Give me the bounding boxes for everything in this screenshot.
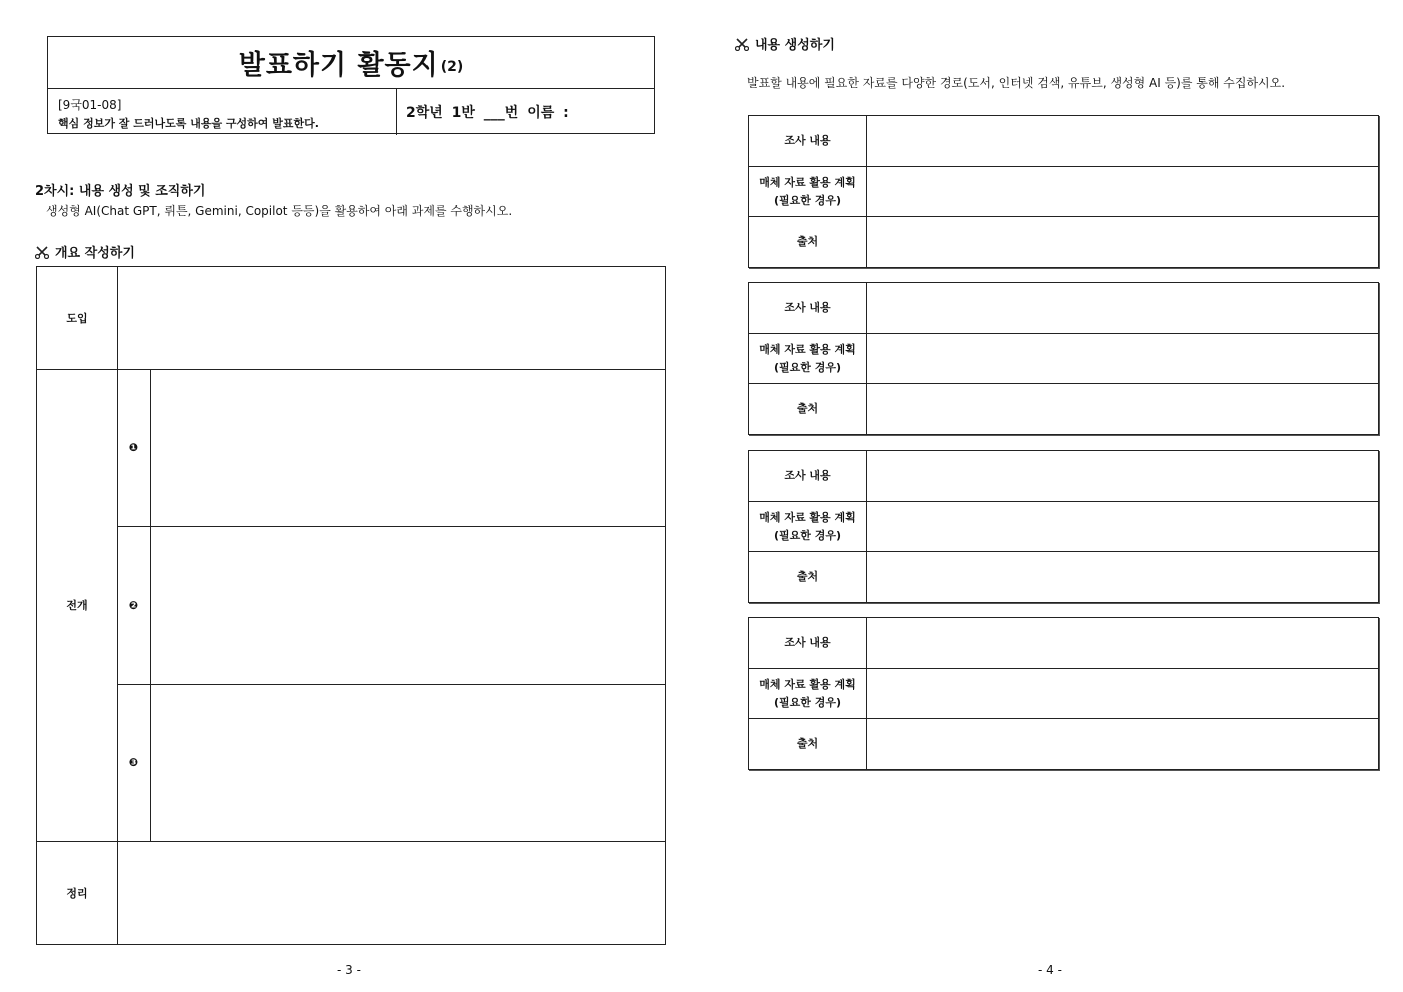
source-label: 출처	[796, 235, 819, 248]
research-input[interactable]	[867, 618, 1378, 668]
research-table	[748, 282, 1379, 435]
standard-code: [9국01-08]	[58, 98, 122, 112]
research-input[interactable]	[867, 283, 1378, 333]
source-label: 출처	[796, 402, 819, 415]
body-item-3-marker: ❸	[128, 756, 139, 769]
body-item-1-input[interactable]	[151, 369, 665, 526]
conclusion-label: 정리	[66, 886, 88, 900]
conclusion-input[interactable]	[118, 841, 665, 944]
standard-description: 핵심 정보가 잘 드러나도록 내용을 구성하여 발표한다.	[58, 117, 319, 130]
source-input[interactable]	[867, 719, 1378, 769]
research-label: 조사 내용	[784, 301, 831, 314]
research-input[interactable]	[867, 451, 1378, 501]
source-label: 출처	[796, 737, 819, 750]
research-label: 조사 내용	[784, 134, 831, 147]
research-label: 조사 내용	[784, 469, 831, 482]
source-input[interactable]	[867, 384, 1378, 434]
content-heading: 내용 생성하기	[755, 38, 835, 53]
scissors-icon	[735, 37, 749, 51]
content-instruction: 발표할 내용에 필요한 자료를 다양한 경로(도서, 인터넷 검색, 유튜브, 생성형 AI 등)를 통해 수집하시오.	[747, 76, 1286, 90]
media-plan-label: 매체 자료 활용 계획 (필요한 경우)	[759, 678, 856, 709]
title-row	[48, 37, 654, 89]
intro-label: 도입	[66, 312, 88, 325]
body-item-1-marker: ❶	[128, 441, 139, 454]
media-plan-input[interactable]	[867, 669, 1378, 718]
session-instruction: 생성형 AI(Chat GPT, 뤼튼, Gemini, Copilot 등등)을 활용하여 아래 과제를 수행하시오.	[46, 204, 513, 218]
source-input[interactable]	[867, 217, 1378, 267]
body-item-2-marker: ❷	[128, 598, 139, 612]
source-input[interactable]	[867, 552, 1378, 602]
worksheet-title: 발표하기 활동지	[238, 50, 439, 81]
page-number-right: - 4 -	[1038, 963, 1062, 977]
research-input[interactable]	[867, 116, 1378, 166]
research-table	[748, 617, 1379, 770]
intro-input[interactable]	[118, 267, 665, 369]
body-item-2-input[interactable]	[151, 526, 665, 684]
media-plan-label: 매체 자료 활용 계획 (필요한 경우)	[759, 511, 856, 542]
content-heading-row	[735, 34, 835, 53]
media-plan-label: 매체 자료 활용 계획 (필요한 경우)	[759, 176, 856, 207]
outline-heading: 개요 작성하기	[55, 246, 135, 261]
session-heading: 2차시: 내용 생성 및 조직하기	[35, 184, 206, 199]
worksheet-header	[47, 36, 655, 134]
student-info[interactable]: 2학년 1반 ___번 이름 :	[406, 104, 569, 121]
scissors-icon	[35, 245, 49, 259]
research-table	[748, 450, 1379, 603]
body-item-3-input[interactable]	[151, 684, 665, 841]
media-plan-input[interactable]	[867, 167, 1378, 216]
research-table	[748, 115, 1379, 268]
body-label: 전개	[66, 599, 88, 612]
worksheet-title-suffix: (2)	[440, 58, 464, 75]
media-plan-input[interactable]	[867, 334, 1378, 383]
standard-cell	[48, 88, 397, 135]
research-label: 조사 내용	[784, 636, 831, 649]
media-plan-label: 매체 자료 활용 계획 (필요한 경우)	[759, 343, 856, 374]
page-number-left: - 3 -	[337, 963, 361, 977]
outline-table	[36, 266, 666, 945]
media-plan-input[interactable]	[867, 502, 1378, 551]
outline-heading-row	[35, 242, 135, 261]
source-label: 출처	[796, 570, 819, 583]
